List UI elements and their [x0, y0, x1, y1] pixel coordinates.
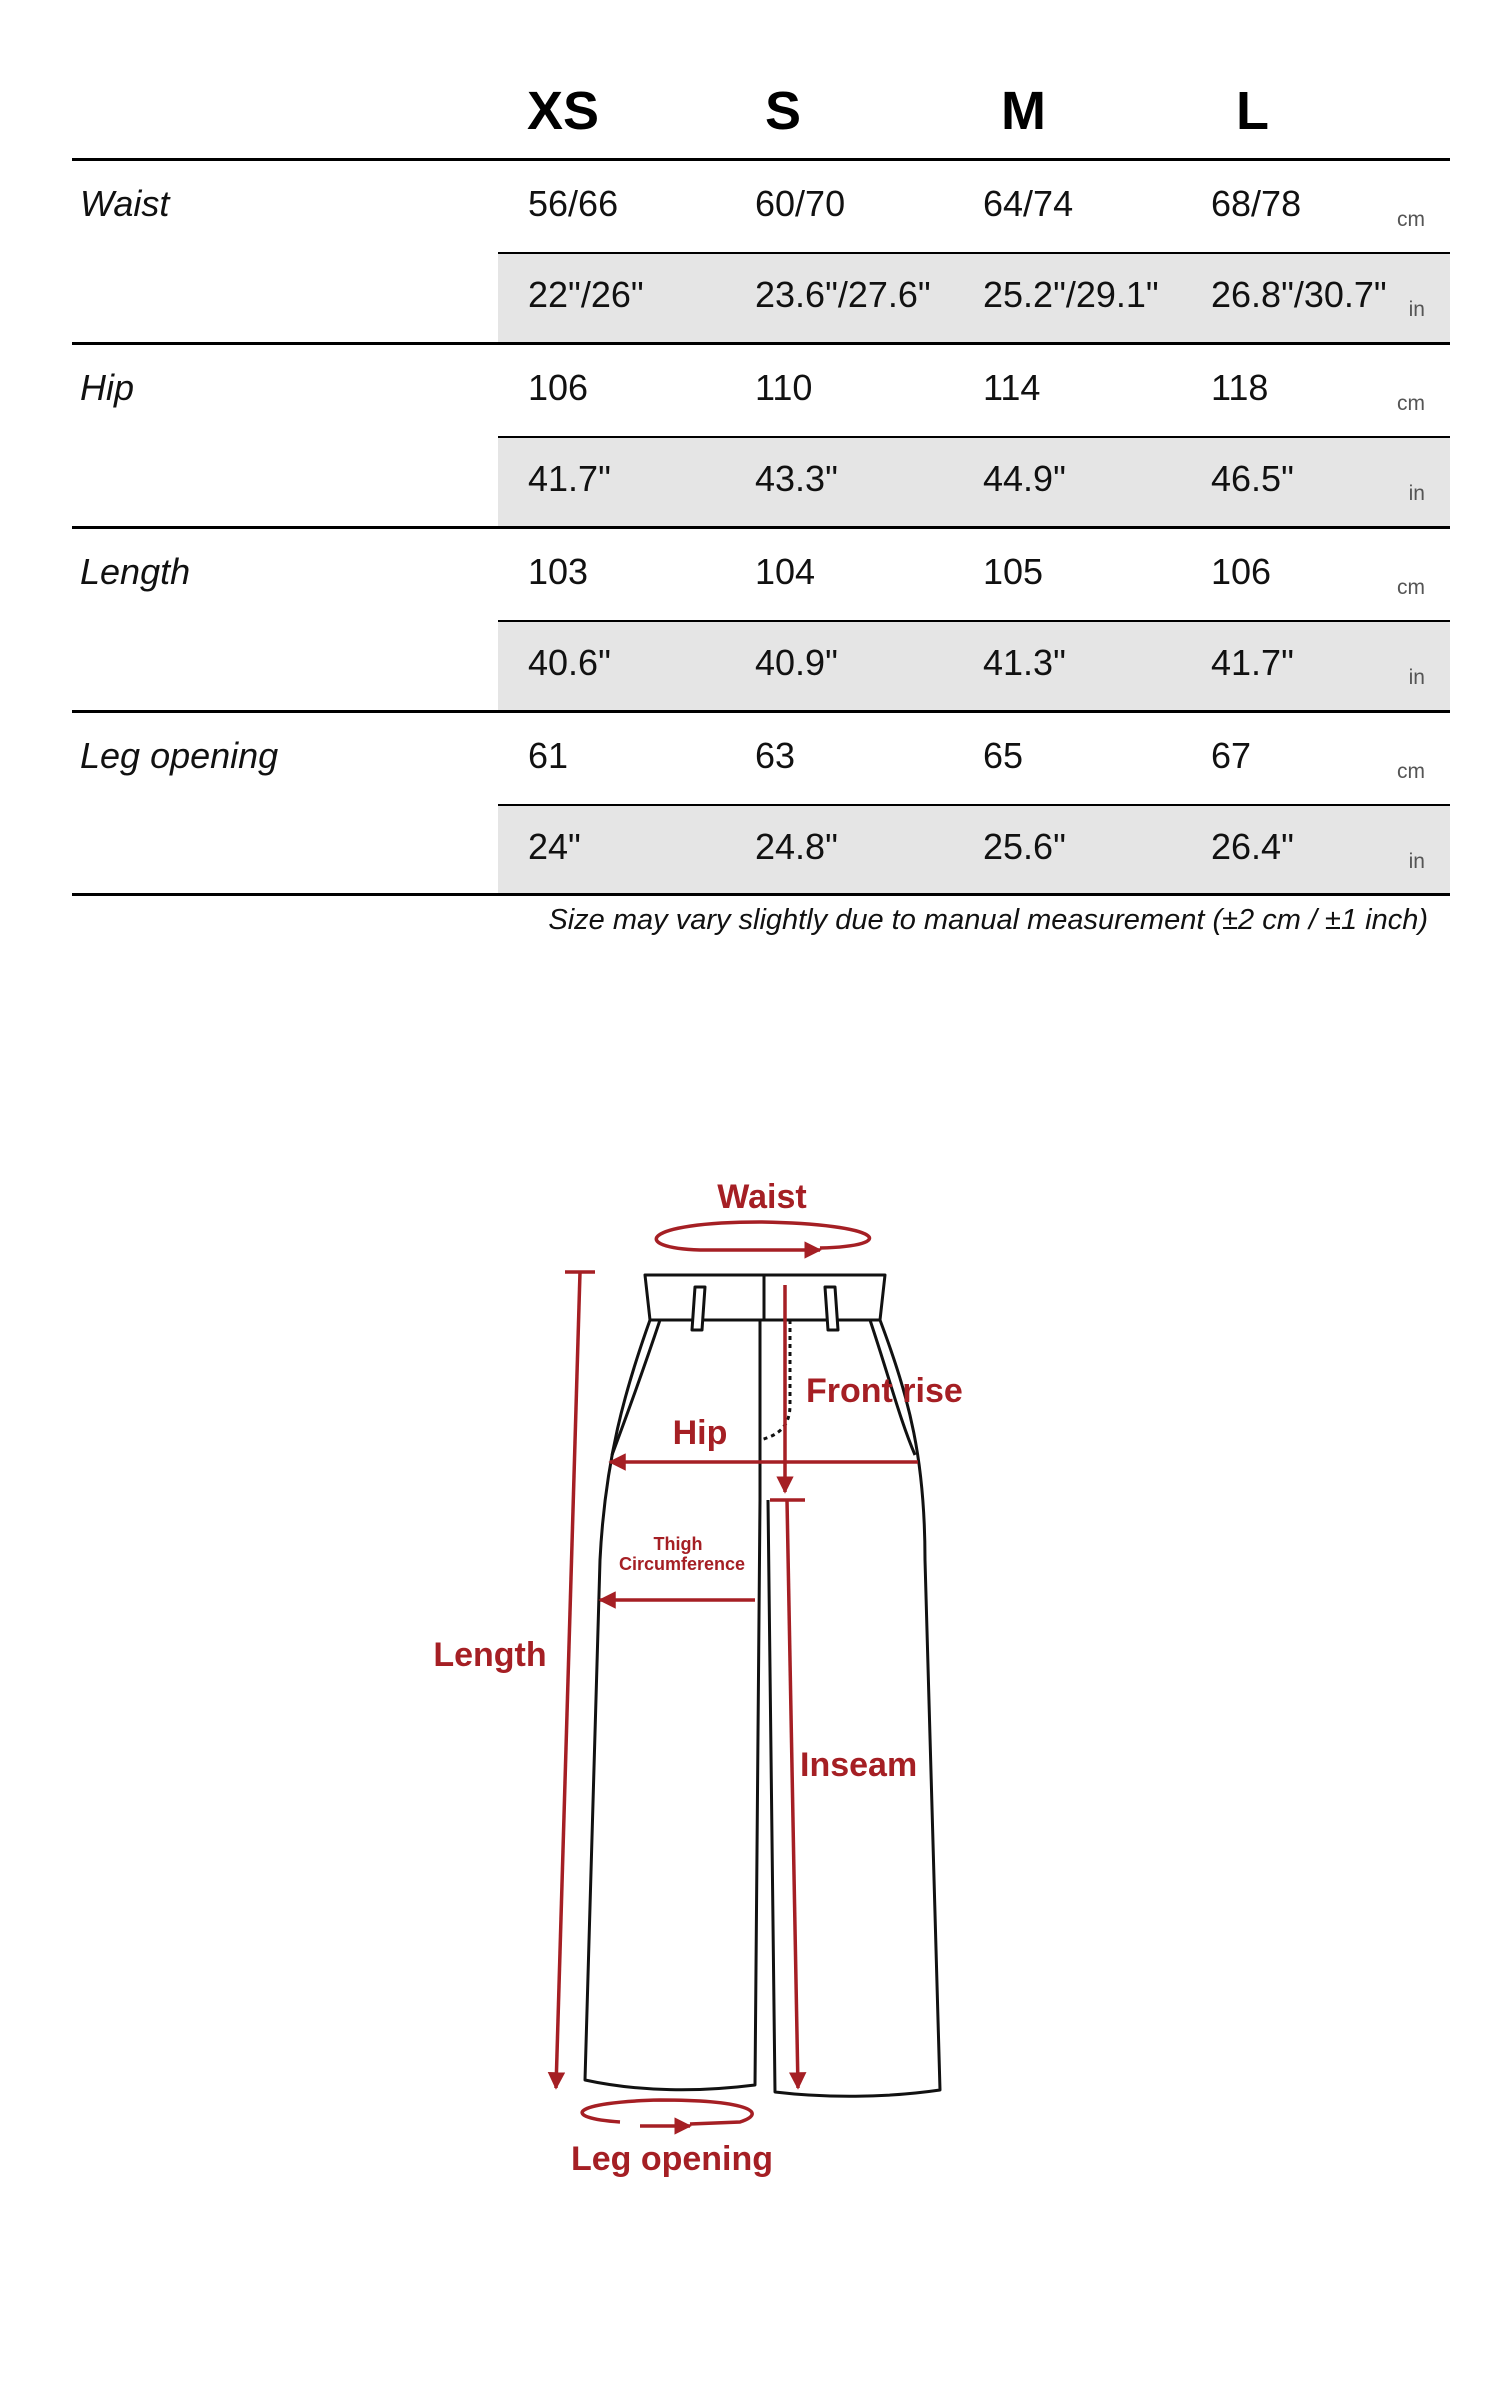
leg-opening-arrow-icon [582, 2100, 752, 2126]
leg-opening-cm-l: 67 [1211, 735, 1252, 776]
waist-in-m: 25.2"/29.1" [983, 274, 1159, 315]
length-in-s: 40.9" [755, 642, 838, 683]
size-header-xs: XS [527, 81, 600, 141]
diagram-label-leg-opening: Leg opening [570, 2140, 774, 2178]
row-divider [72, 526, 1450, 529]
waist-cm-s: 60/70 [755, 183, 846, 224]
leg-opening-in-s: 24.8" [755, 826, 838, 867]
length-arrow-icon [556, 1272, 580, 2088]
size-header-s: S [765, 81, 802, 141]
leg-opening-cm-s: 63 [755, 735, 796, 776]
table-bottom-rule [72, 893, 1450, 896]
length-in-xs: 40.6" [528, 642, 611, 683]
row-divider [72, 710, 1450, 713]
leg-opening-cm-m: 65 [983, 735, 1024, 776]
waist-cm-xs: 56/66 [528, 183, 619, 224]
hip-in-l: 46.5" [1211, 458, 1294, 499]
unit-in: in [1408, 298, 1425, 321]
diagram-label-thigh: Thigh [653, 1534, 703, 1554]
size-header-m: M [1001, 81, 1046, 141]
length-cm-m: 105 [983, 551, 1044, 592]
waist-cm-l: 68/78 [1211, 183, 1302, 224]
waist-arrow-icon [656, 1222, 869, 1250]
diagram-label-waist: Waist [717, 1178, 807, 1216]
unit-cm: cm [1397, 576, 1425, 599]
unit-in: in [1408, 666, 1425, 689]
row-label-hip: Hip [80, 367, 135, 408]
diagram-label-hip: Hip [672, 1414, 728, 1452]
unit-cm: cm [1397, 760, 1425, 783]
row-divider [498, 620, 1450, 622]
hip-cm-xs: 106 [528, 367, 589, 408]
length-in-l: 41.7" [1211, 642, 1294, 683]
hip-in-s: 43.3" [755, 458, 838, 499]
row-label-waist: Waist [80, 183, 170, 224]
length-in-m: 41.3" [983, 642, 1066, 683]
waist-cm-m: 64/74 [983, 183, 1074, 224]
row-shade-leg-opening-in [498, 805, 1450, 894]
leg-opening-in-l: 26.4" [1211, 826, 1294, 867]
waist-in-s: 23.6"/27.6" [755, 274, 931, 315]
unit-in: in [1408, 482, 1425, 505]
row-shade-hip-in [498, 437, 1450, 526]
diagram-label-inseam: Inseam [800, 1746, 918, 1784]
measurement-note: Size may vary slightly due to manual measurement (±2 cm / ±1 inch) [548, 904, 1428, 936]
length-cm-s: 104 [755, 551, 816, 592]
leg-opening-cm-xs: 61 [528, 735, 569, 776]
unit-in: in [1408, 850, 1425, 873]
row-label-length: Length [80, 551, 191, 592]
row-shade-length-in [498, 621, 1450, 710]
size-header-l: L [1236, 81, 1269, 141]
waist-in-xs: 22"/26" [528, 274, 644, 315]
waist-in-l: 26.8"/30.7" [1211, 274, 1387, 315]
length-cm-xs: 103 [528, 551, 589, 592]
leg-opening-in-m: 25.6" [983, 826, 1066, 867]
hip-in-xs: 41.7" [528, 458, 611, 499]
length-cm-l: 106 [1211, 551, 1272, 592]
row-divider [72, 342, 1450, 345]
unit-cm: cm [1397, 392, 1425, 415]
diagram-label-circumference: Circumference [618, 1554, 746, 1574]
row-divider [498, 436, 1450, 438]
table-top-rule [72, 158, 1450, 161]
hip-cm-m: 114 [983, 367, 1041, 408]
inseam-arrow-icon [787, 1500, 798, 2088]
hip-cm-s: 110 [755, 367, 813, 408]
row-divider [498, 804, 1450, 806]
leg-opening-in-xs: 24" [528, 826, 581, 867]
hip-cm-l: 118 [1211, 367, 1269, 408]
diagram-label-length: Length [433, 1636, 547, 1674]
pants-measurement-diagram [0, 1100, 1500, 2200]
hip-in-m: 44.9" [983, 458, 1066, 499]
diagram-label-front-rise: Front rise [806, 1372, 963, 1410]
row-label-leg-opening: Leg opening [80, 735, 279, 776]
unit-cm: cm [1397, 208, 1425, 231]
row-divider [498, 252, 1450, 254]
